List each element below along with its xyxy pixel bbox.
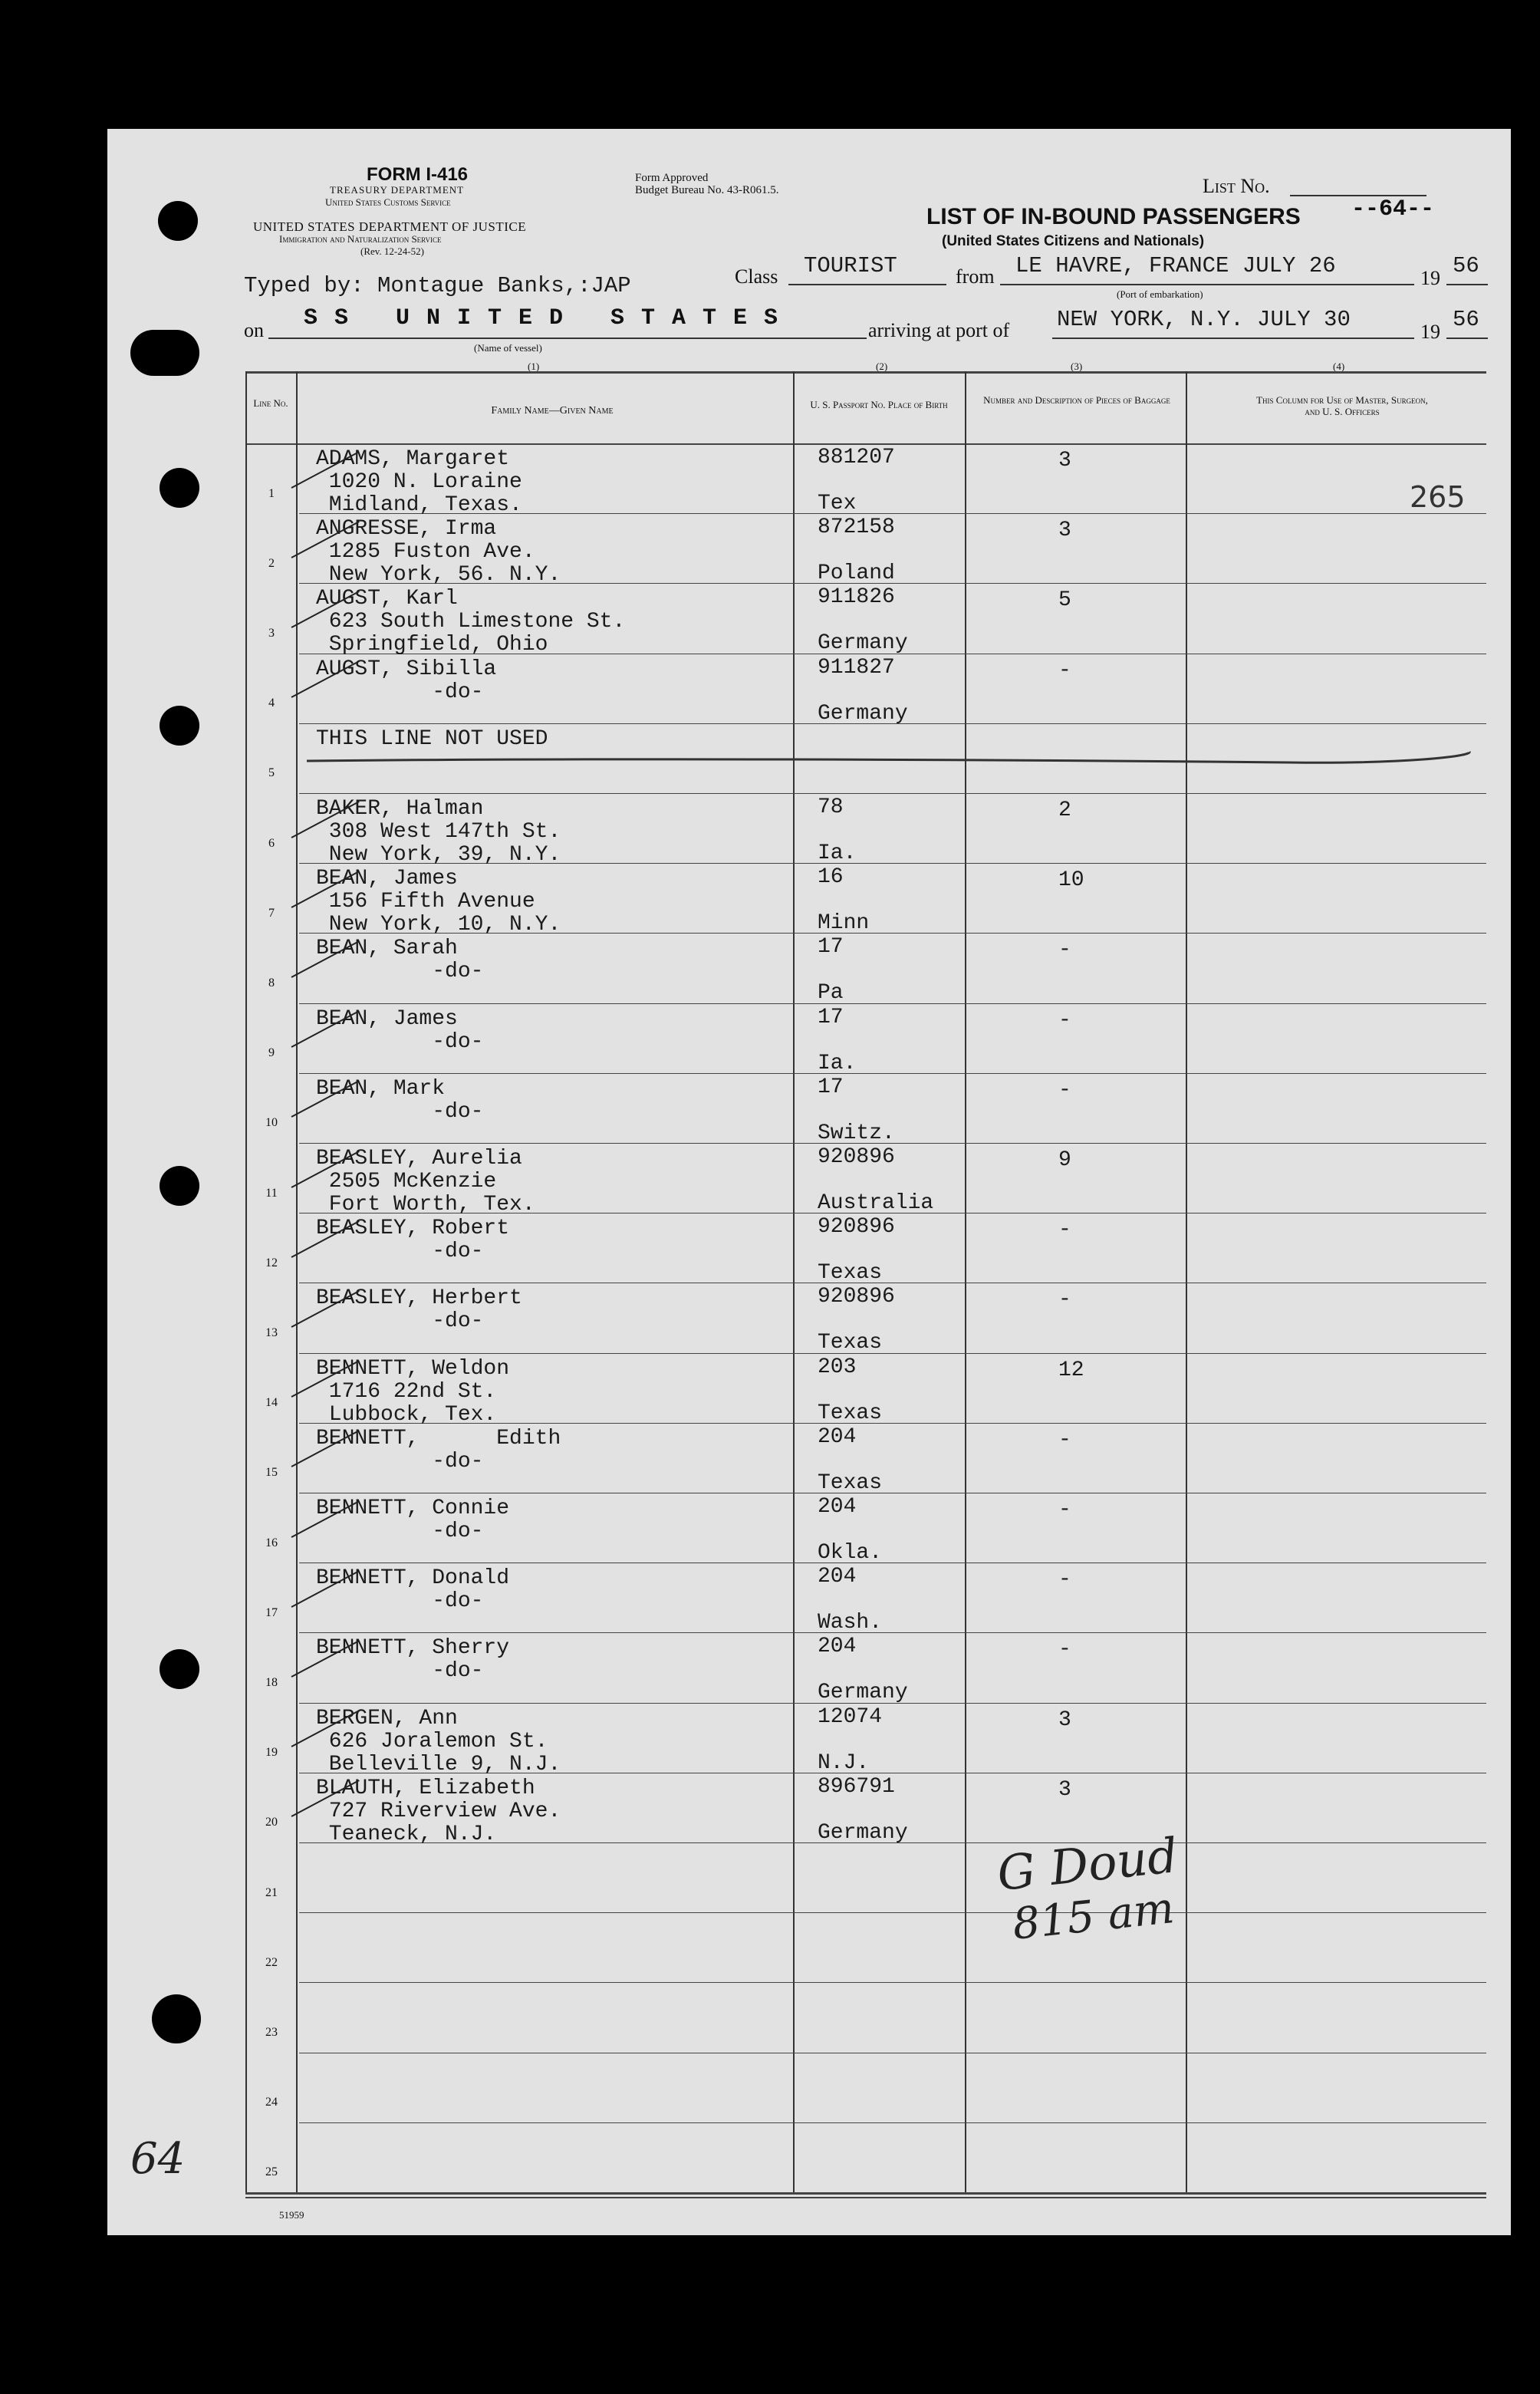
passenger-name: BEAN, Sarah -do- (316, 937, 484, 984)
baggage-count: - (1058, 1008, 1071, 1032)
from-label: from (956, 265, 995, 288)
line-number: 9 (268, 1046, 275, 1060)
ins-service: Immigration and Naturalization Service (279, 233, 442, 245)
page-stamp: 265 (1410, 480, 1466, 514)
line-number: 15 (265, 1466, 278, 1480)
place-of-birth: Germany (818, 631, 908, 656)
line-number: 13 (265, 1325, 278, 1339)
punch-hole (152, 1994, 201, 2043)
passport-number: 204 (818, 1495, 857, 1519)
row-divider (299, 2122, 1486, 2123)
vessel-name: SS UNITED STATES (304, 305, 795, 331)
place-of-birth: Germany (818, 701, 908, 726)
line-number: 17 (265, 1605, 278, 1619)
embarkation-value: LE HAVRE, FRANCE JULY 26 (1015, 253, 1336, 278)
passenger-name: BENNETT, Donald -do- (316, 1566, 510, 1614)
line-number: 5 (268, 766, 275, 780)
passenger-name: BENNETT, Sherry -do- (316, 1636, 510, 1684)
baggage-count: - (1058, 1498, 1071, 1522)
baggage-count: 3 (1058, 1707, 1071, 1732)
baggage-count: - (1058, 1568, 1071, 1592)
class-value: TOURIST (804, 253, 897, 278)
punch-hole (160, 468, 199, 508)
line-number: 19 (265, 1746, 278, 1760)
form-subtitle: (United States Citizens and Nationals) (942, 233, 1205, 249)
passenger-name: BERGEN, Ann 626 Joralemon St. Belleville 9, N.J. (316, 1706, 561, 1777)
place-of-birth: Texas (818, 1470, 883, 1495)
line-number: 10 (265, 1116, 278, 1130)
header-passport: U. S. Passport No. Place of Birth (810, 399, 948, 410)
passport-number: 881207 (818, 446, 895, 469)
passenger-name: BAKER, Halman 308 West 147th St. New York, 39, N.Y. (316, 797, 561, 867)
footer-code: 51959 (279, 2209, 304, 2221)
passport-number: 17 (818, 1075, 844, 1099)
header-line-no: Line No. (253, 397, 288, 409)
row-divider (299, 1353, 1486, 1354)
row-divider (299, 1982, 1486, 1983)
place-of-birth: Texas (818, 1261, 883, 1286)
col-num-3: (3) (1071, 361, 1083, 372)
list-no-label: List No. (1203, 175, 1270, 197)
passport-number: 911826 (818, 585, 895, 610)
form-title: LIST OF IN-BOUND PASSENGERS (926, 204, 1301, 229)
line-number: 20 (265, 1816, 278, 1829)
passenger-name: BENNETT, Connie -do- (316, 1497, 510, 1543)
passport-number: 911827 (818, 655, 895, 680)
passport-number: 204 (818, 1565, 857, 1589)
place-of-birth: Ia. (818, 1051, 857, 1075)
line-number: 24 (265, 2096, 278, 2109)
row-divider (299, 1632, 1486, 1633)
passenger-name: BEAN, James 156 Fifth Avenue New York, 10, N.Y. (316, 867, 561, 937)
typed-by: Typed by: Montague Banks,:JAP (244, 273, 631, 298)
line-number: 16 (265, 1536, 278, 1549)
list-number: --64-- (1351, 196, 1435, 222)
baggage-count: 3 (1058, 519, 1071, 543)
justice-dept: UNITED STATES DEPARTMENT OF JUSTICE (253, 219, 527, 234)
passenger-name: THIS LINE NOT USED (316, 726, 548, 751)
arriving-label: arriving at port of (868, 319, 1010, 341)
year-arrival: 56 (1453, 307, 1479, 332)
baggage-count: 3 (1058, 449, 1071, 473)
class-label: Class (735, 265, 778, 288)
passport-number: 896791 (818, 1774, 895, 1799)
punch-hole (160, 706, 199, 746)
passenger-name: AUGST, Karl 623 South Limestone St. Springfield, Ohio (316, 587, 626, 657)
line-number: 11 (265, 1186, 278, 1200)
line-number: 2 (268, 556, 275, 570)
place-of-birth: Ia. (818, 841, 857, 865)
passport-number: 203 (818, 1355, 857, 1379)
baggage-count: 2 (1058, 799, 1071, 822)
punch-hole (160, 1649, 199, 1689)
header-name: Family Name—Given Name (491, 405, 614, 417)
passport-number: 17 (818, 935, 844, 960)
line-number: 3 (268, 626, 275, 640)
line-number: 1 (268, 486, 275, 500)
baggage-count: - (1058, 1218, 1071, 1243)
line-not-used-strike (291, 739, 1488, 785)
place-of-birth: Tex (818, 492, 857, 515)
year-embark: 56 (1453, 253, 1479, 278)
arrival-value: NEW YORK, N.Y. JULY 30 (1057, 307, 1351, 332)
row-divider (299, 793, 1486, 794)
year-prefix: 19 (1420, 267, 1440, 289)
col-num-2: (2) (876, 361, 888, 372)
place-of-birth: Pa (818, 981, 844, 1006)
passport-number: 920896 (818, 1145, 895, 1169)
treasury-dept: TREASURY DEPARTMENT (330, 184, 465, 196)
baggage-count: - (1058, 1638, 1071, 1662)
col-num-4: (4) (1333, 361, 1345, 372)
inspection-time: 815 am (1010, 1883, 1177, 1950)
row-divider (299, 1073, 1486, 1074)
passport-number: 204 (818, 1424, 857, 1449)
baggage-count: 9 (1058, 1148, 1071, 1172)
punch-hole (158, 201, 198, 241)
passenger-name: BLAUTH, Elizabeth 727 Riverview Ave. Teaneck, N.J. (316, 1776, 561, 1846)
passport-number: 872158 (818, 515, 895, 540)
passport-number: 17 (818, 1005, 844, 1029)
passenger-name: ADAMS, Margaret 1020 N. Loraine Midland, Texas. (316, 447, 522, 517)
inspector-signature: G Doud (994, 1826, 1181, 1902)
line-number: 12 (265, 1256, 278, 1269)
passport-number: 16 (818, 865, 844, 890)
passport-number: 920896 (818, 1215, 895, 1240)
col-num-1: (1) (528, 361, 540, 372)
form-approved: Form Approved (635, 172, 709, 184)
passenger-name: BEASLEY, Herbert -do- (316, 1286, 522, 1334)
place-of-birth: Texas (818, 1401, 883, 1425)
line-number: 25 (265, 2165, 278, 2179)
passenger-name: BENNETT, Edith -do- (316, 1426, 561, 1474)
passenger-name: BEAN, Mark -do- (316, 1076, 484, 1124)
port-embark-caption: (Port of embarkation) (1117, 288, 1203, 300)
place-of-birth: Minn (818, 911, 870, 936)
revision: (Rev. 12-24-52) (360, 245, 424, 257)
header-baggage: Number and Description of Pieces of Baggage (983, 394, 1170, 406)
line-number: 7 (268, 906, 275, 920)
line-number: 22 (265, 1955, 278, 1969)
baggage-count: - (1058, 938, 1071, 963)
passenger-name: AUGST, Sibilla -do- (316, 657, 497, 704)
passenger-name: BEASLEY, Aurelia 2505 McKenzie Fort Worth, Tex. (316, 1147, 535, 1217)
on-label: on (244, 319, 264, 341)
vessel-caption: (Name of vessel) (474, 342, 542, 354)
baggage-count: 5 (1058, 588, 1071, 613)
place-of-birth: Okla. (818, 1541, 883, 1565)
place-of-birth: N.J. (818, 1750, 870, 1775)
baggage-count: 3 (1058, 1777, 1071, 1802)
place-of-birth: Texas (818, 1331, 883, 1355)
passport-number: 12074 (818, 1704, 883, 1729)
baggage-count: - (1058, 1288, 1071, 1312)
punch-hole (130, 330, 199, 376)
baggage-count: - (1058, 658, 1071, 683)
line-number: 21 (265, 1885, 278, 1899)
passport-number: 78 (818, 795, 844, 819)
passenger-name: BEAN, James -do- (316, 1006, 484, 1054)
baggage-count: 10 (1058, 868, 1084, 893)
budget-bureau: Budget Bureau No. 43-R061.5. (635, 184, 779, 196)
passenger-name: BENNETT, Weldon 1716 22nd St. Lubbock, Tex. (316, 1356, 510, 1427)
place-of-birth: Australia (818, 1191, 934, 1215)
passenger-name: ANGRESSE, Irma 1285 Fuston Ave. New York, 56. N.Y. (316, 517, 561, 588)
line-number: 14 (265, 1396, 278, 1410)
place-of-birth: Switz. (818, 1121, 895, 1145)
row-divider (299, 1003, 1486, 1004)
year-prefix-2: 19 (1420, 321, 1440, 343)
punch-hole (160, 1166, 199, 1206)
baggage-count: - (1058, 1078, 1071, 1102)
customs-service: United States Customs Service (325, 196, 451, 208)
row-divider (299, 1912, 1486, 1913)
line-number: 6 (268, 836, 275, 850)
form-number: FORM I-416 (367, 164, 469, 185)
place-of-birth: Germany (818, 1681, 908, 1705)
margin-note: 64 (130, 2134, 186, 2184)
baggage-count: - (1058, 1428, 1071, 1452)
passport-number: 920896 (818, 1285, 895, 1309)
line-number: 8 (268, 976, 275, 990)
place-of-birth: Poland (818, 561, 895, 586)
baggage-count: 12 (1058, 1358, 1084, 1382)
passport-number: 204 (818, 1635, 857, 1659)
passenger-name: BEASLEY, Robert -do- (316, 1217, 510, 1264)
line-number: 18 (265, 1675, 278, 1689)
header-officers: This Column for Use of Master, Surgeon, and U. S. Officers (1256, 394, 1428, 417)
line-number: 23 (265, 2025, 278, 2039)
place-of-birth: Germany (818, 1820, 908, 1845)
place-of-birth: Wash. (818, 1611, 883, 1635)
line-number: 4 (268, 696, 275, 710)
